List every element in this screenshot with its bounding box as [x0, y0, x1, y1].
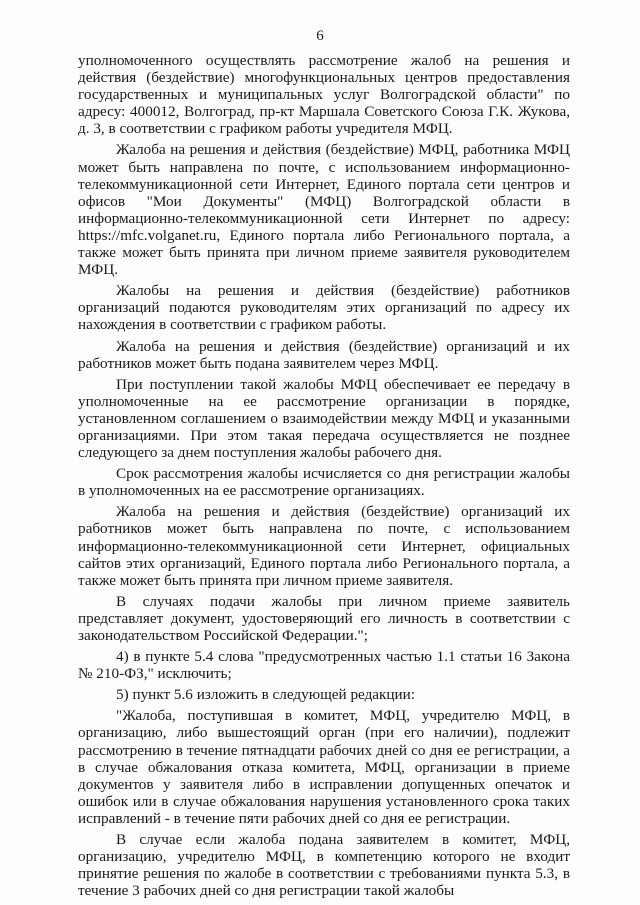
paragraph: "Жалоба, поступившая в комитет, МФЦ, учредителю МФЦ, в организацию, либо вышестоящий орган (при его наличии), подлежит рассмотрению в течение пятнадцати рабочих дней со дня ее регистрации, а в случае обжалования отказа комитета, МФЦ, организации в приеме документов у заявителя либо в исправлении допущенных опечаток и ошибок или в случае обжалования нарушения установленного срока таких исправлений - в течение пяти рабочих дней со дня ее регистрации. — [78, 707, 570, 827]
paragraph: При поступлении такой жалобы МФЦ обеспечивает ее передачу в уполномоченные на ее рассмотрение организации в порядке, установленном соглашением о взаимодействии между МФЦ и указанными организациями. При этом такая передача осуществляется не позднее следующего за днем поступления жалобы рабочего дня. — [78, 375, 570, 462]
paragraph: Срок рассмотрения жалобы исчисляется со дня регистрации жалобы в уполномоченных на ее рассмотрение организациях. — [78, 465, 570, 500]
paragraph: В случаях подачи жалобы при личном приеме заявитель представляет документ, удостоверяющий его личность в соответствии с законодательством Российской Федерации."; — [78, 592, 570, 644]
page-number: 6 — [316, 28, 324, 44]
paragraph: Жалобы на решения и действия (бездействие) работников организаций подаются руководителям этих организаций по адресу их нахождения в соответствии с графиком работы. — [78, 282, 570, 334]
paragraph: 4) в пункте 5.4 слова "предусмотренных частью 1.1 статьи 16 Закона № 210-ФЗ," исключить; — [78, 648, 570, 683]
paragraph: уполномоченного осуществлять рассмотрение жалоб на решения и действия (бездействие) многофункциональных центров предоставления государственных и муниципальных услуг Волгоградской области" по адресу: 400012, Волгоград, пр-кт Маршала Советского Союза Г.К. Жукова, д. 3, в соответствии с графиком работы учредителя МФЦ. — [78, 52, 570, 138]
paragraph: Жалоба на решения и действия (бездействие) МФЦ, работника МФЦ может быть направлена по почте, с использованием информационно-телекоммуникационной сети Интернет, Единого портала сети центров и офисов "Мои Документы" (МФЦ) Волгоградской области в информационно-телекоммуникационной сети Интернет по адресу: https://mfc.volganet.ru, Единого портала либо Регионального портала, а также может быть принята при личном приеме заявителя руководителем МФЦ. — [78, 141, 570, 279]
paragraph: Жалоба на решения и действия (бездействие) организаций и их работников может быть подана заявителем через МФЦ. — [78, 337, 570, 372]
paragraph: Жалоба на решения и действия (бездействие) организаций их работников может быть направлена по почте, с использованием информационно-телекоммуникационной сети Интернет, официальных сайтов этих организаций, Единого портала либо Регионального портала, а также может быть принята при личном приеме заявителя. — [78, 503, 570, 589]
document-body — [78, 52, 570, 899]
paragraph: 5) пункт 5.6 изложить в следующей редакции: — [116, 686, 416, 704]
paragraph: В случае если жалоба подана заявителем в комитет, МФЦ, организацию, учредителю МФЦ, в компетенцию которого не входит принятие решения по жалобе в соответствии с требованиями пункта 5.3, в течение 3 рабочих дней со дня регистрации такой жалобы — [78, 831, 570, 900]
